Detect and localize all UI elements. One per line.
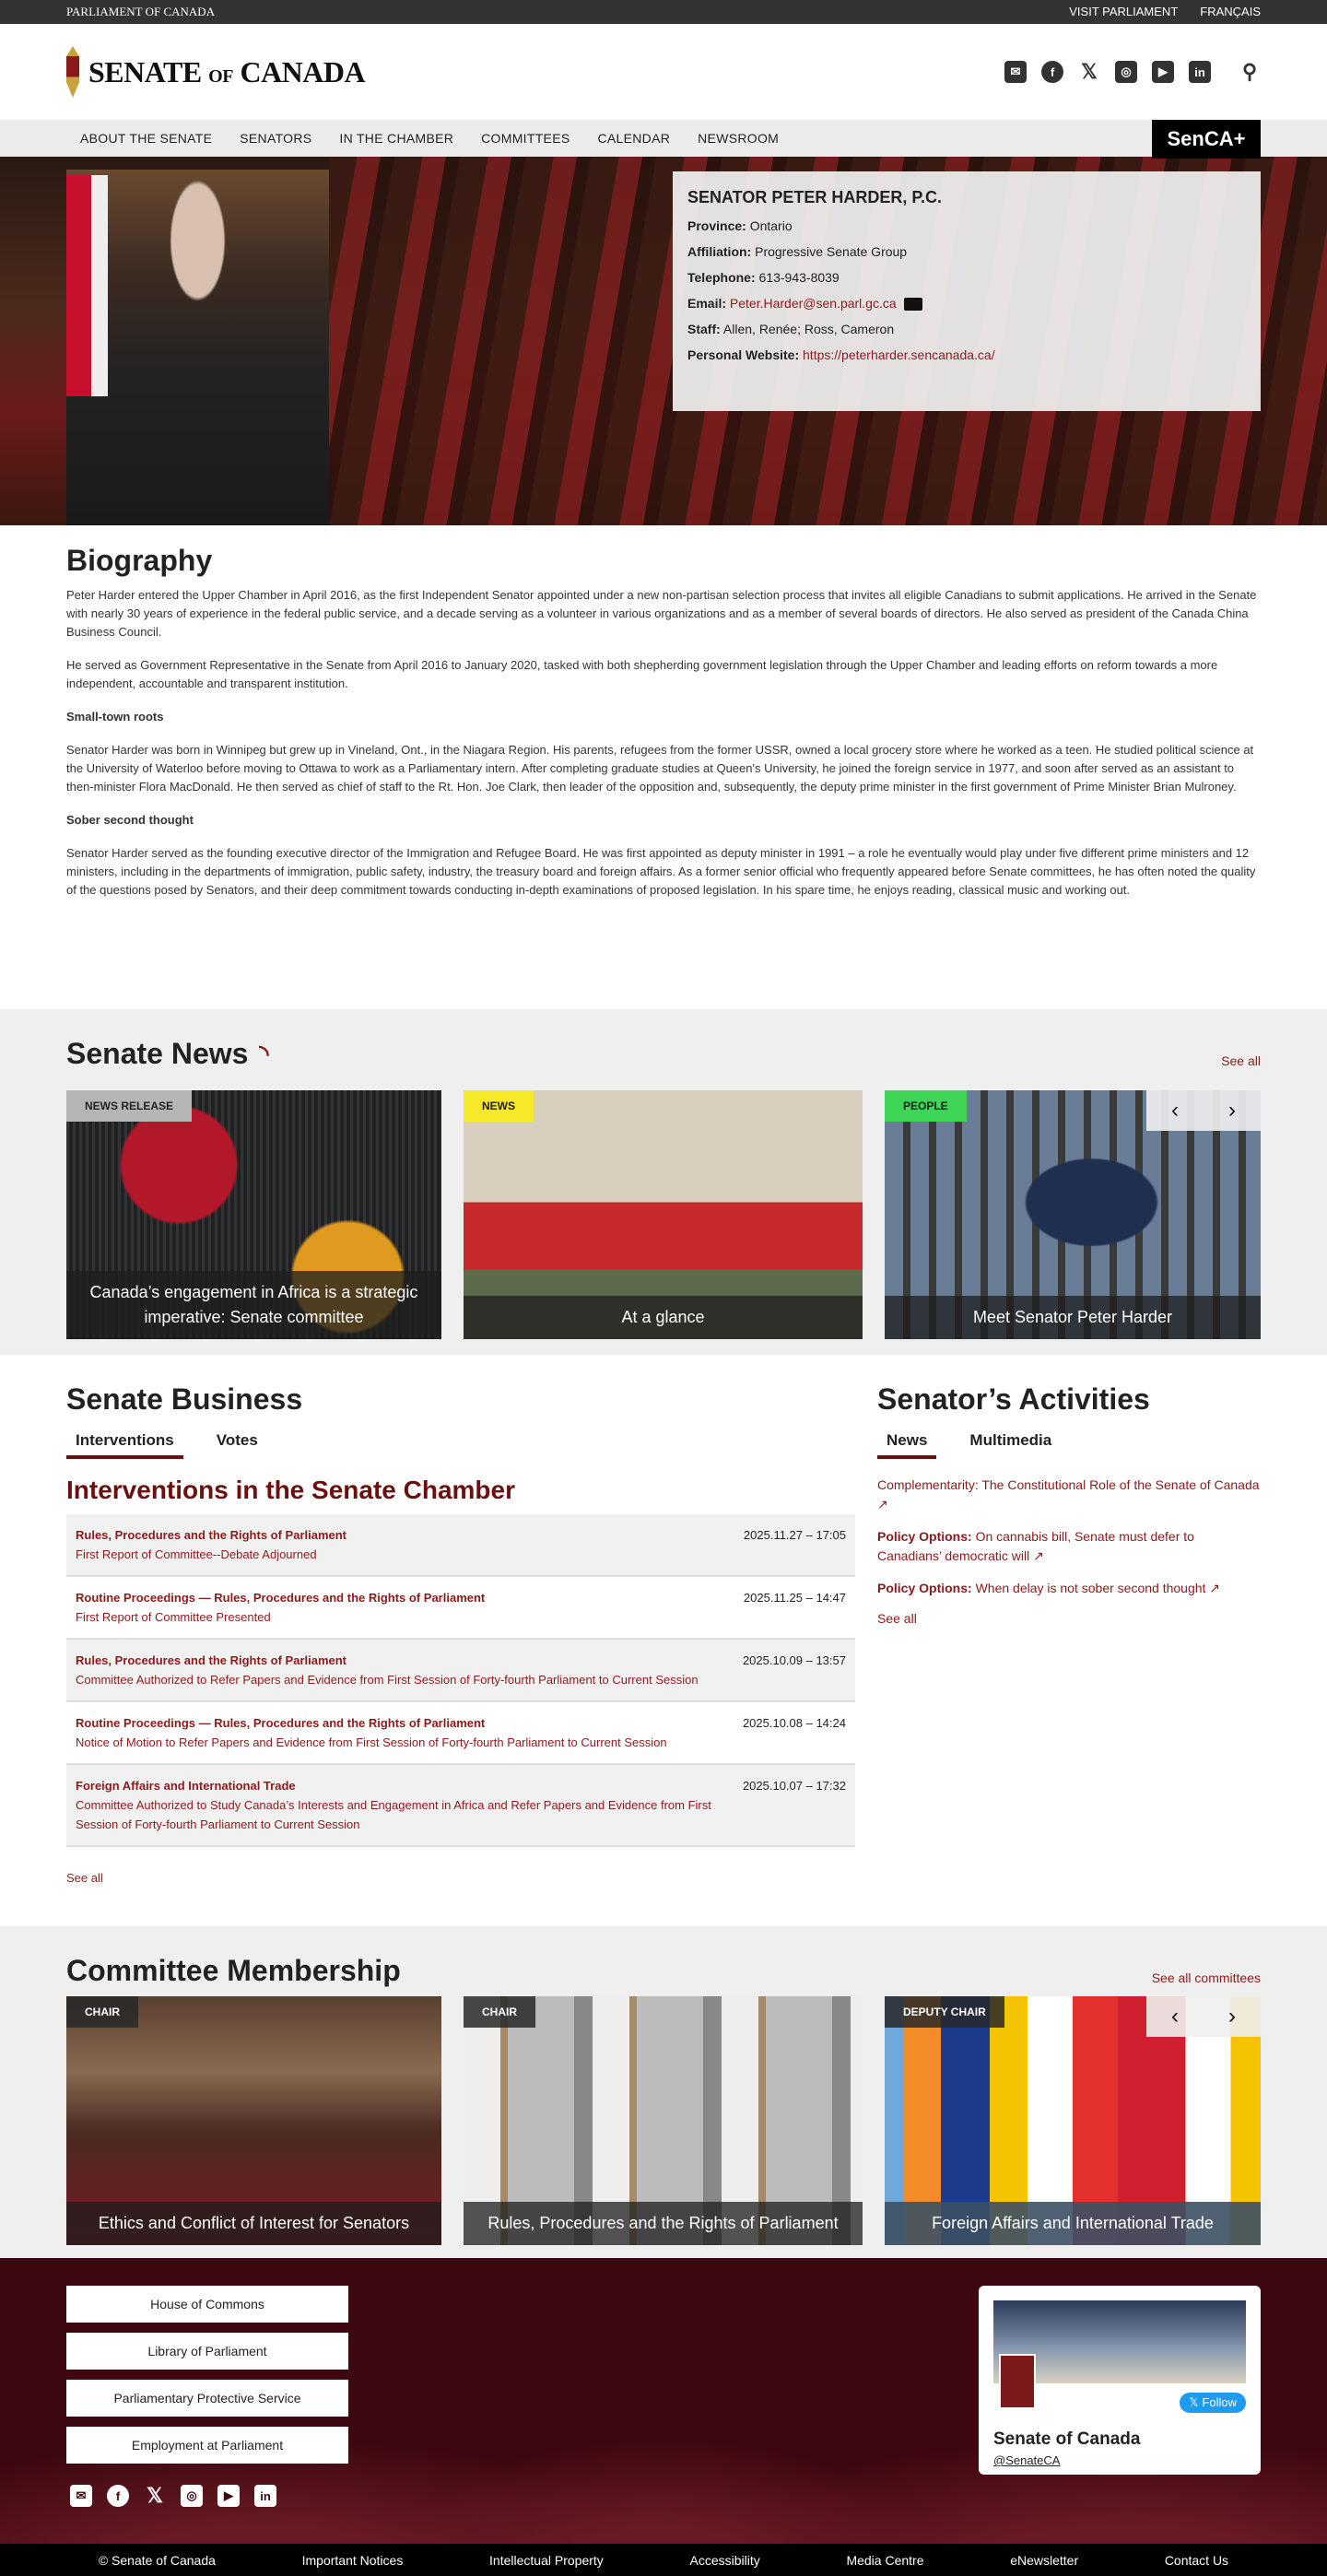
intervention-row	[66, 1577, 855, 1640]
website-label: Personal Website:	[687, 347, 800, 363]
activity-text: When delay is not sober second thought	[971, 1581, 1206, 1595]
news-see-all-link[interactable]: See all	[1221, 1053, 1261, 1068]
interventions-see-all-link[interactable]: See all	[66, 1871, 103, 1885]
language-toggle[interactable]: FRANÇAIS	[1200, 5, 1261, 18]
chevron-left-icon[interactable]: ‹	[1171, 1098, 1179, 1123]
intervention-date: 2025.10.09 – 13:57	[742, 1653, 846, 1667]
search-icon[interactable]: ⚲	[1241, 60, 1258, 83]
committee-card[interactable]	[885, 1996, 1261, 2245]
top-bar	[0, 0, 1327, 24]
nav-newsroom[interactable]: NEWSROOM	[698, 131, 780, 146]
province-label: Province:	[687, 218, 746, 233]
tab-interventions[interactable]: Interventions	[66, 1431, 183, 1459]
nav-about[interactable]: ABOUT THE SENATE	[80, 131, 213, 146]
intervention-row	[66, 1702, 855, 1765]
vcard-icon[interactable]	[904, 298, 922, 311]
province-value: Ontario	[749, 218, 793, 233]
parliament-link[interactable]: PARLIAMENT OF CANADA	[66, 5, 216, 18]
bottom-bar	[0, 2544, 1327, 2576]
facebook-icon[interactable]: f	[107, 2485, 129, 2507]
logo-text-of: OF	[208, 65, 233, 87]
twitter-avatar	[999, 2354, 1036, 2409]
intellectual-property-link[interactable]: Intellectual Property	[489, 2552, 604, 2568]
nav-calendar[interactable]: CALENDAR	[597, 131, 671, 146]
footer-link-library[interactable]: Library of Parliament	[66, 2333, 348, 2370]
bio-paragraph: Senator Harder served as the founding executive director of the Immigration and Refugee Board. He was first appointed as deputy minister in 1991 – a role he eventually would play under five different prime ministers and 12 ministers, including in the departments of immigration, public safety, industry, the treasury board and foreign affairs. As a former senior official who frequently appeared before Senate committees, he has often noted the quality of the questions posed by Senators, and their deep commitment towards conducting in-depth examinations of proposed legislation. In his spare time, he enjoys reading, classical music and working out.	[66, 846, 1256, 897]
instagram-icon[interactable]: ◎	[181, 2485, 203, 2507]
activity-link[interactable]	[877, 1581, 1220, 1595]
accessibility-link[interactable]: Accessibility	[689, 2552, 760, 2568]
bio-subheading: Sober second thought	[66, 813, 194, 827]
news-card-tag: PEOPLE	[885, 1090, 967, 1122]
tab-multimedia[interactable]: Multimedia	[969, 1431, 1052, 1449]
telephone-value: 613-943-8039	[758, 270, 840, 285]
activity-text: On cannabis bill, Senate must defer to Canadians’ democratic will	[877, 1529, 1194, 1563]
committee-caption: Foreign Affairs and International Trade	[885, 2202, 1261, 2245]
site-header	[0, 24, 1327, 120]
telephone-label: Telephone:	[687, 270, 756, 285]
news-card-caption: Meet Senator Peter Harder	[885, 1296, 1261, 1339]
news-card[interactable]	[885, 1090, 1261, 1339]
visit-parliament-link[interactable]: VISIT PARLIAMENT	[1069, 5, 1179, 18]
staff-label: Staff:	[687, 322, 721, 337]
activities-see-all-link[interactable]: See all	[877, 1611, 917, 1626]
intervention-title-link[interactable]: Foreign Affairs and International Trade	[76, 1779, 296, 1793]
canada-flag-image	[66, 175, 108, 396]
mace-icon	[66, 46, 79, 98]
news-card-tag: NEWS	[464, 1090, 534, 1122]
x-icon[interactable]: 𝕏	[147, 2484, 163, 2507]
activity-link[interactable]	[877, 1477, 1260, 1511]
activity-prefix: Policy Options:	[877, 1529, 972, 1544]
footer-link-house-of-commons[interactable]: House of Commons	[66, 2286, 348, 2323]
footer-link-protective-service[interactable]: Parliamentary Protective Service	[66, 2380, 348, 2417]
copyright: © Senate of Canada	[98, 2552, 216, 2568]
senator-name: SENATOR PETER HARDER, P.C.	[687, 188, 943, 206]
email-link[interactable]: Peter.Harder@sen.parl.gc.ca	[729, 296, 897, 311]
intervention-title-link[interactable]: Routine Proceedings — Rules, Procedures and the Rights of Parliament	[76, 1591, 486, 1605]
intervention-detail-link[interactable]: First Report of Committee Presented	[76, 1610, 271, 1624]
linkedin-icon[interactable]: in	[254, 2485, 276, 2507]
senca-plus-link[interactable]: SenCA+	[1152, 120, 1261, 159]
intervention-date: 2025.10.08 – 14:24	[742, 1716, 846, 1730]
email-icon[interactable]: ✉	[70, 2485, 92, 2507]
activity-prefix: Policy Options:	[877, 1581, 972, 1595]
nav-chamber[interactable]: IN THE CHAMBER	[339, 131, 454, 146]
news-section	[0, 1009, 1327, 1355]
activity-link[interactable]	[877, 1529, 1194, 1563]
nav-committees[interactable]: COMMITTEES	[481, 131, 570, 146]
intervention-date: 2025.11.25 – 14:47	[743, 1591, 846, 1605]
activities-title: Senator’s Activities	[877, 1382, 1150, 1416]
committee-caption: Rules, Procedures and the Rights of Parliament	[464, 2202, 863, 2245]
email-label: Email:	[687, 296, 727, 311]
youtube-icon[interactable]: ▶	[217, 2485, 240, 2507]
news-card[interactable]	[464, 1090, 863, 1339]
committees-see-all-link[interactable]: See all committees	[1151, 1970, 1261, 1985]
logo-text: SENATE	[88, 54, 202, 88]
news-title: Senate News	[66, 1037, 249, 1070]
youtube-icon[interactable]: ▶	[1152, 61, 1174, 83]
senate-business-section	[66, 1382, 855, 1885]
intervention-row	[66, 1640, 855, 1702]
news-card[interactable]	[66, 1090, 441, 1339]
external-link-icon: ↗	[1209, 1581, 1221, 1595]
biography-title: Biography	[66, 544, 213, 577]
tab-votes[interactable]: Votes	[216, 1431, 258, 1449]
intervention-detail-link[interactable]: Committee Authorized to Study Canada’s Interests and Engagement in Africa and Refer Papers and Evidence from First Session of Forty-fourth Parliament to Current Session	[76, 1798, 711, 1831]
business-title: Senate Business	[66, 1382, 303, 1416]
email-icon[interactable]: ✉	[1004, 61, 1027, 83]
committee-role-tag: DEPUTY CHAIR	[885, 1996, 1004, 2028]
logo-text-canada: CANADA	[240, 54, 366, 88]
enewsletter-link[interactable]: eNewsletter	[1010, 2552, 1079, 2568]
important-notices-link[interactable]: Important Notices	[301, 2552, 404, 2568]
linkedin-icon[interactable]: in	[1189, 61, 1211, 83]
chevron-right-icon[interactable]: ›	[1228, 2004, 1236, 2029]
chevron-right-icon[interactable]: ›	[1228, 1098, 1236, 1123]
footer-link-employment[interactable]: Employment at Parliament	[66, 2427, 348, 2464]
committee-title: Committee Membership	[66, 1954, 401, 1987]
external-link-icon: ↗	[1033, 1548, 1044, 1563]
contact-us-link[interactable]: Contact Us	[1164, 2552, 1229, 2568]
website-link[interactable]: https://peterharder.sencanada.ca/	[803, 347, 995, 363]
rss-icon[interactable]: ◝	[259, 1040, 269, 1067]
senator-activities-section	[877, 1382, 1261, 1628]
main-nav	[0, 120, 1327, 157]
biography-section	[66, 544, 1261, 914]
staff-value: Allen, Renée; Ross, Cameron	[722, 322, 895, 337]
x-icon[interactable]: 𝕏	[1081, 60, 1098, 83]
intervention-title-link[interactable]: Routine Proceedings — Rules, Procedures and the Rights of Parliament	[76, 1716, 486, 1730]
senate-logo[interactable]	[66, 46, 365, 98]
bio-paragraph: Peter Harder entered the Upper Chamber in April 2016, as the first Independent Senator appointed under a new non-partisan selection process that invites all eligible Canadians to submit applications. He arrived in the Senate with nearly 30 years of experience in the federal public service, and a decade serving as a volunteer in various organizations and as a member of several boards of directors. He also served as president of the Canada China Business Council.	[66, 588, 1257, 639]
bio-paragraph: Senator Harder was born in Winnipeg but grew up in Vineland, Ont., in the Niagara Region. His parents, refugees from the former USSR, owned a local grocery store where he worked as a teen. He studied political science at the University of Waterloo before moving to Ottawa to work as a Parliamentary intern. After completing graduate studies at Queen's University, he joined the foreign service in 1977, and soon after served as an assistant to then-minister Flora MacDonald. He then served as chief of staff to the Rt. Hon. Joe Clark, then leader of the opposition and, subsequently, the deputy prime minister in the first government of Prime Minister Brian Mulroney.	[66, 743, 1254, 794]
interventions-title: Interventions in the Senate Chamber	[66, 1476, 515, 1504]
facebook-icon[interactable]: f	[1041, 61, 1063, 83]
instagram-icon[interactable]: ◎	[1115, 61, 1137, 83]
intervention-detail-link[interactable]: First Report of Committee--Debate Adjourned	[76, 1547, 317, 1561]
committee-caption: Ethics and Conflict of Interest for Senators	[66, 2202, 441, 2245]
intervention-date: 2025.11.27 – 17:05	[743, 1528, 846, 1542]
committee-section	[0, 1926, 1327, 2258]
intervention-row	[66, 1514, 855, 1577]
committee-card[interactable]	[464, 1996, 863, 2245]
footer-social	[70, 2485, 276, 2507]
news-card-caption: Canada’s engagement in Africa is a strategic imperative: Senate committee	[66, 1271, 441, 1339]
news-card-tag: NEWS RELEASE	[66, 1090, 192, 1122]
intervention-title-link[interactable]: Rules, Procedures and the Rights of Parliament	[76, 1653, 347, 1667]
social-links	[1004, 61, 1261, 83]
chevron-left-icon[interactable]: ‹	[1171, 2004, 1179, 2029]
nav-senators[interactable]: SENATORS	[240, 131, 312, 146]
twitter-account-name: Senate of Canada	[993, 2429, 1141, 2449]
twitter-widget	[979, 2286, 1261, 2475]
activity-text: Complementarity: The Constitutional Role of the Senate of Canada	[877, 1477, 1260, 1492]
external-link-icon: ↗	[877, 1497, 888, 1511]
tab-news[interactable]: News	[877, 1431, 936, 1459]
intervention-detail-link[interactable]: Notice of Motion to Refer Papers and Evidence from First Session of Forty-fourth Parliament to Current Session	[76, 1735, 667, 1749]
news-card-caption: At a glance	[464, 1296, 863, 1339]
intervention-row	[66, 1765, 855, 1847]
committee-role-tag: CHAIR	[464, 1996, 535, 2028]
committee-card[interactable]	[66, 1996, 441, 2245]
twitter-follow-button[interactable]: 𝕏 Follow	[1180, 2393, 1246, 2413]
affiliation-label: Affiliation:	[687, 244, 752, 259]
affiliation-value: Progressive Senate Group	[755, 244, 908, 259]
follow-label: Follow	[1202, 2395, 1237, 2409]
media-centre-link[interactable]: Media Centre	[846, 2552, 924, 2568]
bio-subheading: Small-town roots	[66, 710, 164, 723]
committee-role-tag: CHAIR	[66, 1996, 138, 2028]
intervention-title-link[interactable]: Rules, Procedures and the Rights of Parliament	[76, 1528, 347, 1542]
intervention-detail-link[interactable]: Committee Authorized to Refer Papers and Evidence from First Session of Forty-fourth Parliament to Current Session	[76, 1673, 699, 1687]
intervention-date: 2025.10.07 – 17:32	[742, 1779, 846, 1793]
bio-paragraph: He served as Government Representative in the Senate from April 2016 to January 2020, tasked with both shepherding government legislation through the Upper Chamber and leading efforts on reform towards a more independent, accountable and transparent institution.	[66, 658, 1218, 690]
senator-info-panel	[673, 171, 1261, 411]
twitter-handle[interactable]: @SenateCA	[993, 2453, 1061, 2467]
